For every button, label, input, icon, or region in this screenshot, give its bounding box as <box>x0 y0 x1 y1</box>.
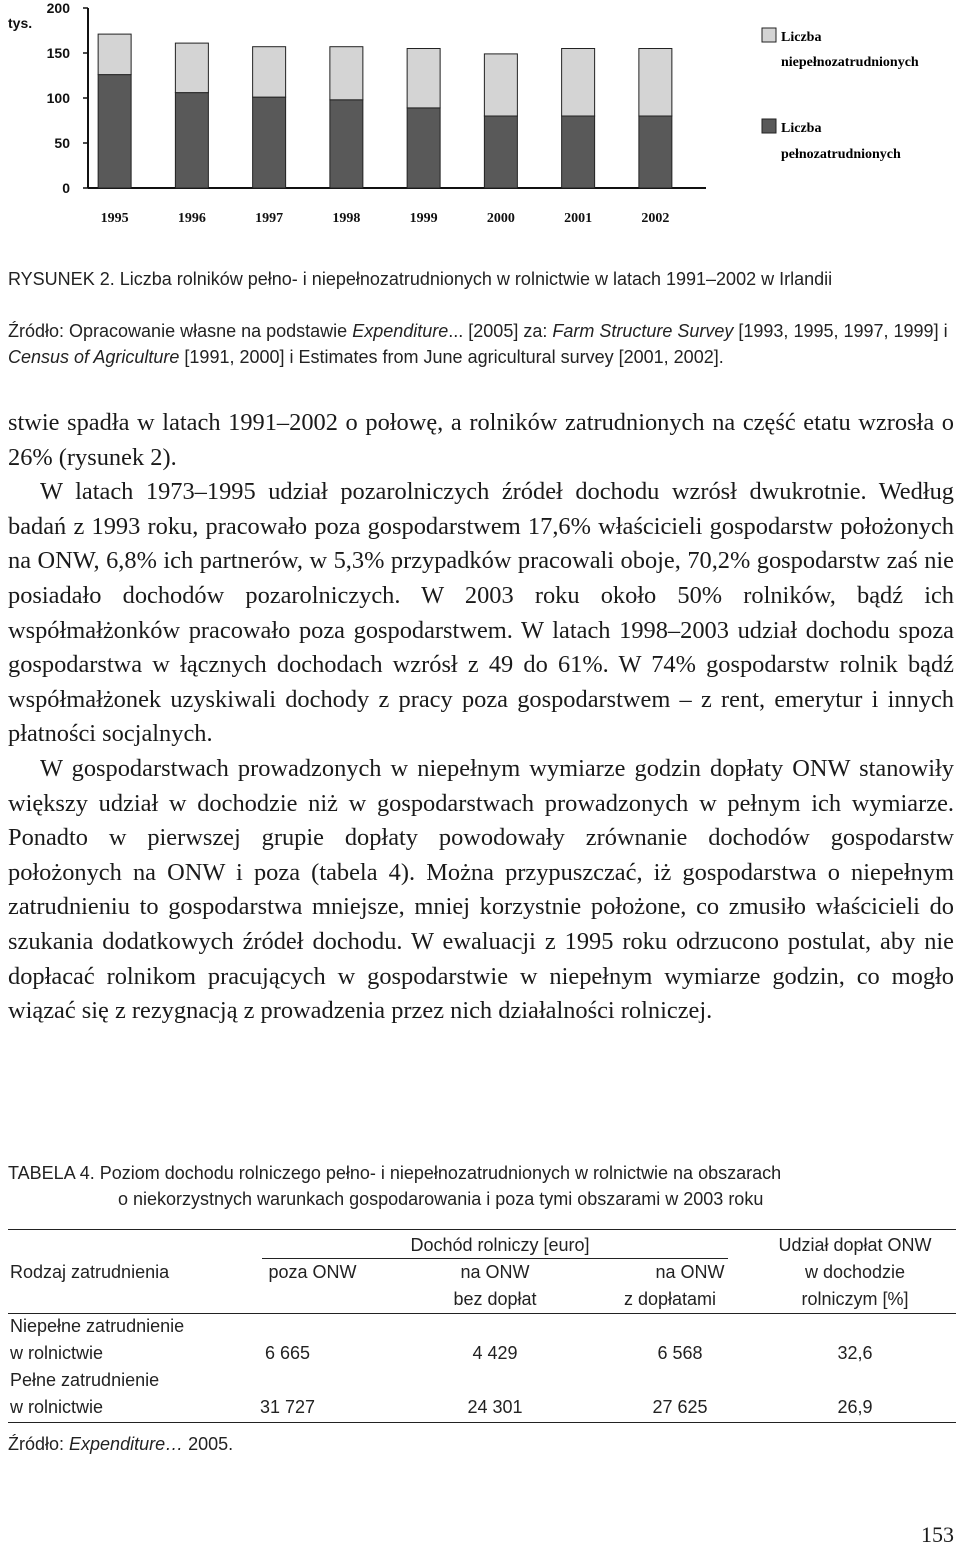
table-caption <box>8 1160 781 1212</box>
x-tick-label: 1998 <box>332 211 361 226</box>
bar-part-time <box>484 54 517 116</box>
x-tick-labels <box>101 211 670 226</box>
table-header-poza: poza ONW <box>268 1262 357 1282</box>
bar-full-time <box>253 97 286 188</box>
bar-full-time <box>98 75 131 188</box>
bar-part-time <box>98 34 131 75</box>
legend-swatch-full-time <box>762 119 776 133</box>
y-tick-label: 50 <box>54 135 70 151</box>
figure-source <box>8 318 953 370</box>
row-1-z: 6 568 <box>657 1343 703 1363</box>
page-number: 153 <box>921 1522 954 1547</box>
legend-swatch-part-time <box>762 28 776 42</box>
source-mid-2: [1993, 1995, 1997, 1999] i <box>733 321 948 341</box>
table-source <box>8 1434 233 1455</box>
table-header-rule <box>8 1313 956 1314</box>
source-mid-1: ... [2005] za: <box>448 321 553 341</box>
row-1-label-l1: Niepełne zatrudnienie <box>10 1316 185 1336</box>
bar-full-time <box>484 116 517 188</box>
x-tick-label: 1995 <box>100 211 129 226</box>
bar-part-time <box>253 47 286 97</box>
table-source-prefix: Źródło: <box>8 1434 70 1454</box>
row-2-share: 26,9 <box>837 1397 873 1417</box>
table-header-bez-l2: bez dopłat <box>453 1289 537 1309</box>
table-header-share-l1: Udział dopłat ONW <box>778 1235 932 1255</box>
table-source-italic: Expenditure… <box>69 1434 184 1454</box>
bar-full-time <box>330 100 363 188</box>
paragraph-2: W latach 1973–1995 udział pozarolniczych źródeł dochodu wzrósł dwukrotnie. Według badań z 1993 roku, pracowało poza gospodarstwem 17,6% właścicieli gospodarstw położonych na ONW, 6,8% ich partnerów, w 5,3% przypadków pracowali oboje, 70,2% gospodarstw zaś nie posiadało dochodów pozarolniczych. W 2003 roku około 50% rolników, bądź ich współmałżonków pracowało poza gospodarstwem. W latach 1998–2003 udział dochodu spoza gospodarstwa w łącznych dochodach wzrósł z 49 do 61%. W 74% gospodarstw rolnik bądź współmałżonek uzyskiwali dochody z pracy poza gospodarstwem – z rent, emerytur i innych płatności socjalnych. <box>8 478 954 748</box>
legend-label-part-time-l2: niepełnozatrudnionych <box>781 55 919 70</box>
bar-chart <box>0 0 960 240</box>
table-bottom-rule <box>8 1422 956 1423</box>
table-group-rule <box>262 1258 728 1259</box>
bar-full-time <box>562 116 595 188</box>
table-header-z-l2: z dopłatami <box>623 1289 717 1309</box>
source-italic-1: Expenditure <box>352 321 449 341</box>
legend-label-part-time-l1: Liczba <box>781 30 822 45</box>
bars-group <box>98 34 672 188</box>
bar-part-time <box>175 43 208 93</box>
table-header-share-l3: rolniczym [%] <box>801 1289 909 1309</box>
source-italic-3: Census of Agriculture <box>8 347 180 367</box>
y-tick-label: 0 <box>62 180 70 196</box>
x-tick-label: 1999 <box>409 211 438 226</box>
row-2-z: 27 625 <box>652 1397 708 1417</box>
y-unit-label: tys. <box>8 15 33 31</box>
row-1-share: 32,6 <box>837 1343 873 1363</box>
row-1-poza: 6 665 <box>264 1343 311 1363</box>
row-2-label-l1: Pełne zatrudnienie <box>10 1370 160 1390</box>
table-header-type: Rodzaj zatrudnienia <box>10 1262 170 1282</box>
figure-caption: RYSUNEK 2. Liczba rolników pełno- i niepełnozatrudnionych w rolnictwie w latach 1991–2002 w Irlandii <box>8 269 833 289</box>
row-1-bez: 4 429 <box>472 1343 518 1363</box>
bar-full-time <box>639 116 672 188</box>
table-top-rule <box>8 1229 956 1230</box>
bar-full-time <box>175 93 208 188</box>
x-tick-label: 2002 <box>641 211 670 226</box>
x-tick-label: 1996 <box>177 211 206 226</box>
bar-full-time <box>407 108 440 188</box>
table-group-header: Dochód rolniczy [euro] <box>410 1235 590 1255</box>
paragraph-3: W gospodarstwach prowadzonych w niepełnym wymiarze godzin dopłaty ONW stanowiły większy udział w dochodzie niż w gospodarstwach prowadzonych w pełnym ich wymiarze. Ponadto w pierwszej grupie dopłaty powodowały zrównanie dochodów gospodarstw położonych na ONW i poza (tabela 4). Można przypuszczać, iż gospodarstwa o niepełnym zatrudnieniu to gospodarstwa mniejsze, mniej korzystnie położone, co zmusiło właścicieli do szukania dodatkowych źródeł dochodu. W ewaluacji z 1995 roku odrzucono postulat, aby nie dopłacać rolnikom pracujących w gospodarstwie w niepełnym wymiarze godzin, co mogło wiązać się z rezygnacją z prowadzenia przez nich działalności rolniczej. <box>8 754 954 1025</box>
table-caption-line-1: TABELA 4. Poziom dochodu rolniczego pełno- i niepełnozatrudnionych w rolnictwie na obszarach <box>8 1163 782 1183</box>
row-1-label-l2: w rolnictwie <box>10 1343 104 1363</box>
legend-label-full-time-l2: pełnozatrudnionych <box>781 147 901 162</box>
legend-label-full-time-l1: Liczba <box>781 121 822 136</box>
row-2-label-l2: w rolnictwie <box>10 1397 104 1417</box>
legend <box>762 28 919 162</box>
bar-part-time <box>562 49 595 117</box>
y-axis <box>47 0 706 196</box>
row-2-bez: 24 301 <box>467 1397 523 1417</box>
bar-part-time <box>330 47 363 100</box>
y-tick-label: 100 <box>46 90 70 106</box>
x-tick-label: 2000 <box>486 211 515 226</box>
table-caption-line-2: o niekorzystnych warunkach gospodarowania i poza tymi obszarami w 2003 roku <box>118 1189 764 1209</box>
table-header-bez-l1: na ONW <box>460 1262 530 1282</box>
paragraph-1: stwie spadła w latach 1991–2002 o połowę, a rolników zatrudnionych na część etatu wzrosła o 26% (rysunek 2). <box>8 409 954 471</box>
y-tick-label: 200 <box>46 0 70 16</box>
x-tick-label: 2001 <box>564 211 593 226</box>
table-header-share-l2: w dochodzie <box>804 1262 906 1282</box>
x-tick-label: 1997 <box>255 211 284 226</box>
table-header-z-l1: na ONW <box>655 1262 725 1282</box>
body-text <box>8 406 954 1029</box>
source-italic-2: Farm Structure Survey <box>552 321 734 341</box>
row-2-poza: 31 727 <box>259 1397 316 1417</box>
source-prefix: Źródło: Opracowanie własne na podstawie <box>8 321 353 341</box>
bar-part-time <box>407 49 440 108</box>
y-tick-label: 150 <box>46 45 70 61</box>
bar-part-time <box>639 49 672 117</box>
table-source-end: 2005. <box>183 1434 234 1454</box>
source-end: [1991, 2000] i Estimates from June agricultural survey [2001, 2002]. <box>179 347 724 367</box>
